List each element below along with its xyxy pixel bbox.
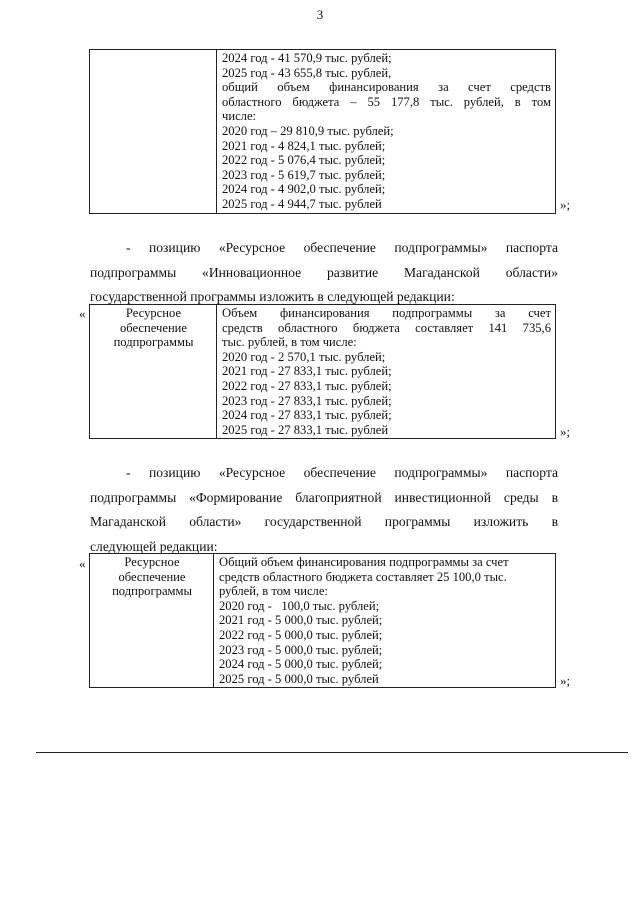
table-line: тыс. рублей, в том числе: xyxy=(222,335,357,350)
paragraph-innovation xyxy=(90,236,558,310)
table-line: средств областного бюджета составляет 141 735,6 xyxy=(222,320,551,335)
table-line: 2025 год - 43 655,8 тыс. рублей, xyxy=(222,65,392,80)
closing-quote: »; xyxy=(560,424,571,439)
table-line: числе: xyxy=(222,109,257,124)
table-line: Общий объем финансирования подпрограммы за счет xyxy=(219,555,509,569)
table-line: 2023 год - 27 833,1 тыс. рублей; xyxy=(222,393,392,408)
table-line: 2024 год - 41 570,9 тыс. рублей; xyxy=(222,51,392,65)
resource-table-investment xyxy=(89,553,556,688)
paragraph-line: - позицию «Ресурсное обеспечение подпрограммы» паспорта xyxy=(126,465,558,480)
table-line: средств областного бюджета составляет 25 100,0 тыс. xyxy=(219,569,507,584)
closing-quote: »; xyxy=(560,197,571,212)
table-line: 2024 год - 5 000,0 тыс. рублей; xyxy=(219,657,383,672)
opening-quote: « xyxy=(79,306,86,321)
opening-quote: « xyxy=(79,556,86,571)
table-line: 2020 год - 2 570,1 тыс. рублей; xyxy=(222,349,386,364)
table-line: 2020 год – 29 810,9 тыс. рублей; xyxy=(222,123,394,138)
table-line: 2025 год - 27 833,1 тыс. рублей xyxy=(222,422,389,437)
table-left-cell: Ресурсное обеспечение подпрограммы xyxy=(90,554,214,688)
table-line: 2023 год - 5 000,0 тыс. рублей; xyxy=(219,642,383,657)
paragraph-line: Магаданской области» государственной программы изложить в xyxy=(90,514,558,529)
table-line: 2022 год - 5 076,4 тыс. рублей; xyxy=(222,153,386,168)
table-line: общий объем финансирования за счет средств xyxy=(222,80,551,95)
table-line: 2024 год - 27 833,1 тыс. рублей; xyxy=(222,408,392,423)
table-line: 2022 год - 5 000,0 тыс. рублей; xyxy=(219,627,383,642)
page-number: 3 xyxy=(316,7,324,22)
table-right-cell xyxy=(217,50,556,214)
table-right-cell xyxy=(214,554,556,688)
table-left-cell xyxy=(90,50,217,214)
table-line: 2022 год - 27 833,1 тыс. рублей; xyxy=(222,378,392,393)
table-line: 2025 год - 4 944,7 тыс. рублей xyxy=(222,196,382,211)
table-left-cell: Ресурсное обеспечение подпрограммы xyxy=(90,305,217,439)
closing-quote: »; xyxy=(560,673,571,688)
resource-table-continuation xyxy=(89,49,556,214)
table-line: областного бюджета – 55 177,8 тыс. рублей, в том xyxy=(222,94,551,109)
table-line: 2020 год - 100,0 тыс. рублей; xyxy=(219,598,380,613)
table-line: Объем финансирования подпрограммы за счет xyxy=(222,306,551,320)
paragraph-line: государственной программы изложить в следующей редакции: xyxy=(90,289,455,304)
page-bottom-rule xyxy=(36,752,628,753)
paragraph-line: подпрограммы «Формирование благоприятной инвестиционной среды в xyxy=(90,489,558,505)
table-line: 2025 год - 5 000,0 тыс. рублей xyxy=(219,671,379,686)
table-line: 2024 год - 4 902,0 тыс. рублей; xyxy=(222,182,386,197)
paragraph-investment xyxy=(90,461,558,559)
paragraph-line: - позицию «Ресурсное обеспечение подпрограммы» паспорта xyxy=(126,240,558,255)
table-line: рублей, в том числе: xyxy=(219,584,328,599)
table-line: 2021 год - 5 000,0 тыс. рублей; xyxy=(219,613,383,628)
resource-table-innovation xyxy=(89,304,556,439)
table-line: 2021 год - 4 824,1 тыс. рублей; xyxy=(222,138,386,153)
paragraph-line: следующей редакции: xyxy=(90,538,218,554)
table-line: 2023 год - 5 619,7 тыс. рублей; xyxy=(222,167,386,182)
paragraph-line: подпрограммы «Инновационное развитие Магаданской области» xyxy=(90,264,558,280)
table-right-cell xyxy=(217,305,556,439)
table-line: 2021 год - 27 833,1 тыс. рублей; xyxy=(222,364,392,379)
